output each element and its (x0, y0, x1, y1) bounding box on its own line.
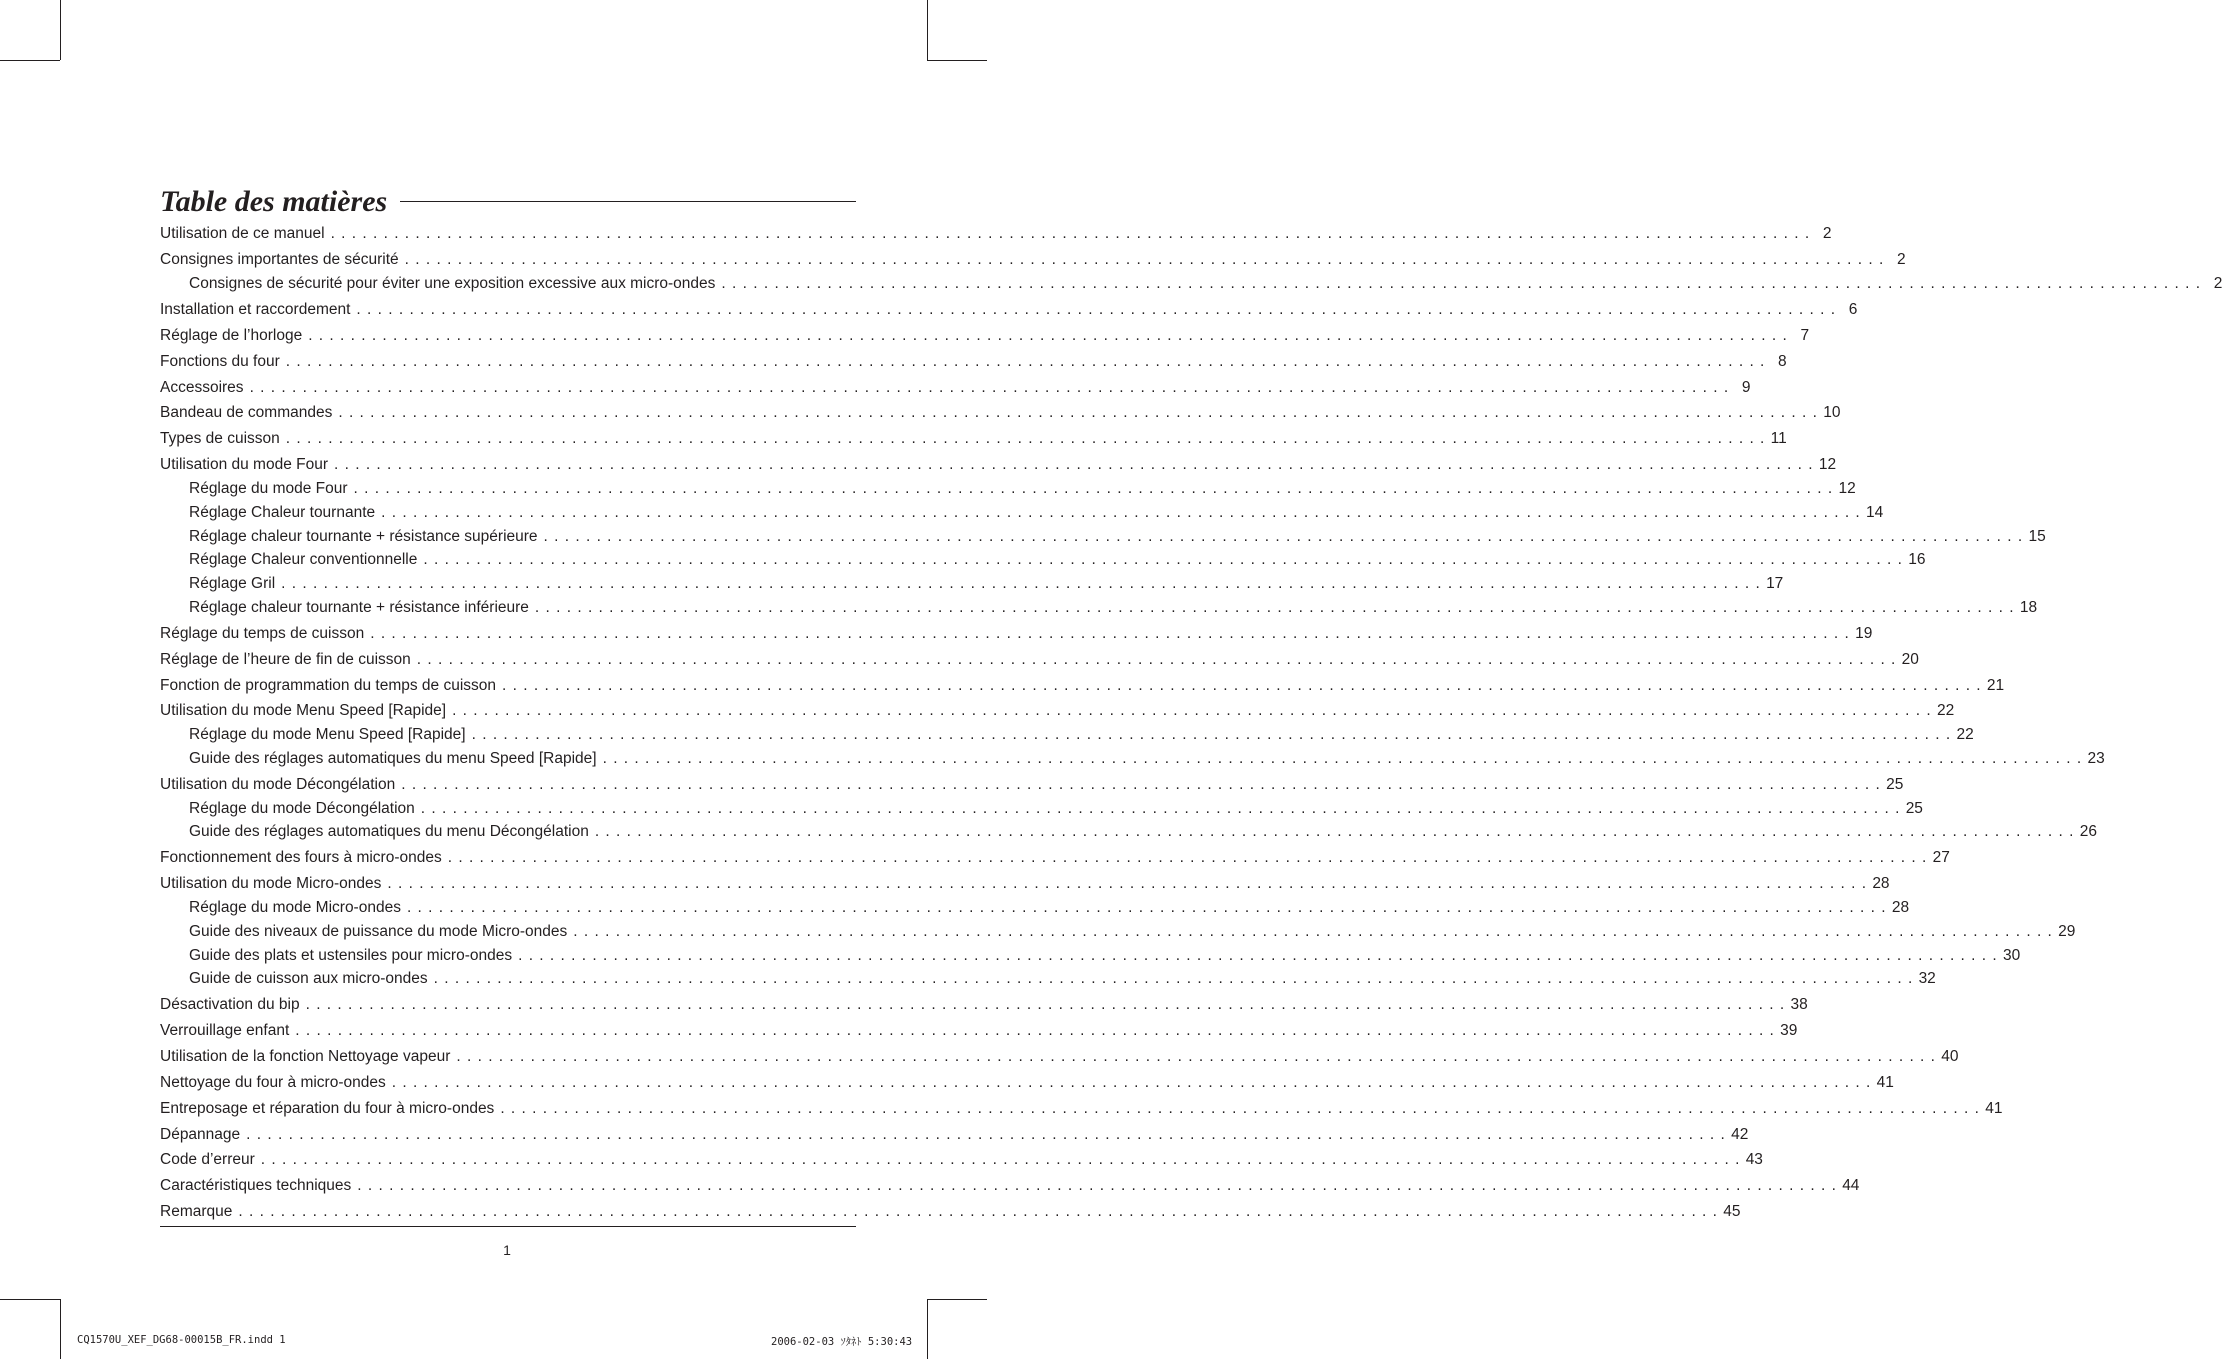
toc-entry-title: Guide des réglages automatiques du menu Décongélation (189, 823, 589, 840)
toc-entry-page: 17 (1766, 575, 1784, 592)
dot-leader: ............................................................................................................................................ (285, 353, 1771, 370)
toc-entry (160, 455, 1837, 475)
toc-entry-title: Réglage Gril (189, 575, 276, 592)
toc-entry-page: 41 (1985, 1100, 2003, 1117)
toc-entry (160, 624, 1873, 644)
toc-subentry (189, 479, 1856, 499)
toc-entry-page: 2 (1896, 251, 1906, 268)
toc-entry (160, 429, 1787, 449)
toc-subentry (189, 922, 2076, 942)
dot-leader: ............................................................................................................................................ (330, 225, 1816, 242)
toc-entry-page: 19 (1855, 625, 1873, 642)
dot-leader: ............................................................................................................................................ (401, 776, 1887, 793)
toc-entry-title: Guide des plats et ustensiles pour micro-ondes (189, 947, 513, 964)
dot-leader: ............................................................................................................................................ (260, 1151, 1746, 1168)
toc-entry-title: Fonction de programmation du temps de cuisson (160, 677, 497, 694)
toc-entry-title: Consignes importantes de sécurité (160, 251, 399, 268)
toc-entry-page: 16 (1908, 551, 1926, 568)
toc-entry-page: 8 (1778, 353, 1787, 370)
toc-entry-title: Réglage de l’heure de fin de cuisson (160, 651, 411, 668)
dot-leader: ............................................................................................................................................ (249, 379, 1735, 396)
toc-entry-page: 21 (1986, 677, 2005, 694)
toc-entry-page: 9 (1741, 379, 1751, 396)
toc-subentry (189, 598, 2038, 618)
toc-entry-title: Réglage de l’horloge (160, 327, 303, 344)
toc-entry (160, 1202, 1741, 1222)
toc-entry-title: Réglage du mode Four (189, 480, 348, 497)
dot-leader: ............................................................................................................................................ (387, 875, 1873, 892)
toc-entry-page: 32 (1918, 970, 1936, 987)
toc-entry-title: Utilisation du mode Menu Speed [Rapide] (160, 702, 447, 719)
toc-entry (160, 848, 1950, 868)
dot-leader: ............................................................................................................................................ (356, 301, 1842, 318)
toc-entry (160, 701, 1955, 721)
toc-entry-page: 10 (1823, 404, 1841, 421)
toc-entry (160, 1176, 1860, 1196)
toc-entry-page: 11 (1770, 430, 1787, 447)
toc-subentry (189, 527, 2046, 547)
toc-subentry (189, 799, 1923, 819)
dot-leader: ............................................................................................................................................ (391, 1074, 1877, 1091)
dot-leader: ............................................................................................................................................ (502, 677, 1987, 694)
toc-entry-page: 22 (1936, 702, 1955, 719)
toc-entry (160, 1073, 1894, 1093)
slug-file: CQ1570U_XEF_DG68-00015B_FR.indd 1 (77, 1334, 286, 1346)
toc-entry-title: Bandeau de commandes (160, 404, 333, 421)
toc-entry-page: 7 (1800, 327, 1810, 344)
toc-entry-title: Accessoires (160, 379, 244, 396)
toc-entry-title: Caractéristiques techniques (160, 1177, 352, 1194)
toc-entry-page: 41 (1876, 1074, 1894, 1091)
toc-entry-page: 22 (1956, 726, 1974, 743)
toc-entry-page: 43 (1745, 1151, 1763, 1168)
dot-leader: ............................................................................................................................................ (500, 1100, 1986, 1117)
toc-entry (160, 300, 1858, 320)
toc-entry-page: 28 (1891, 899, 1910, 916)
toc-entry-title: Consignes de sécurité pour éviter une exposition excessive aux micro-ondes (189, 275, 716, 292)
dot-leader: ............................................................................................................................................ (238, 1203, 1724, 1220)
toc-entry (160, 874, 1890, 894)
dot-leader: ............................................................................................................................................ (543, 528, 2029, 545)
toc-entry-page: 38 (1790, 996, 1808, 1013)
toc-entry (160, 995, 1808, 1015)
toc-entry (160, 1021, 1798, 1041)
toc-subentry (189, 725, 1974, 745)
dot-leader: ............................................................................................................................................ (721, 275, 2207, 292)
toc-entry-page: 15 (2028, 528, 2046, 545)
dot-leader: ............................................................................................................................................ (416, 651, 1902, 668)
toc-entry (160, 775, 1904, 795)
toc-entry-title: Fonctionnement des fours à micro-ondes (160, 849, 442, 866)
toc-entry (160, 1150, 1763, 1170)
toc-entry-title: Entreposage et réparation du four à micro-ondes (160, 1100, 495, 1117)
toc-entry (160, 650, 1919, 670)
toc-entry-title: Réglage Chaleur conventionnelle (189, 551, 418, 568)
toc-entry (160, 352, 1787, 372)
toc-subentry (189, 969, 1936, 989)
toc-entry (160, 403, 1841, 423)
dot-leader: ............................................................................................................................................ (281, 575, 1767, 592)
page-number: 1 (503, 1242, 511, 1258)
dot-leader: ............................................................................................................................................ (357, 1177, 1843, 1194)
page-title: Table des matières (160, 185, 388, 218)
dot-leader: ............................................................................................................................................ (381, 504, 1867, 521)
toc-entry-title: Utilisation de ce manuel (160, 225, 325, 242)
toc-entry-page: 23 (2087, 750, 2105, 767)
dot-leader: ............................................................................................................................................ (452, 702, 1937, 719)
toc-entry-title: Réglage du mode Micro-ondes (189, 899, 401, 916)
dot-leader: ............................................................................................................................................ (420, 800, 1906, 817)
toc-entry-title: Guide des niveaux de puissance du mode Micro-ondes (189, 923, 568, 940)
toc-entry-title: Remarque (160, 1203, 233, 1220)
dot-leader: ............................................................................................................................................ (471, 726, 1957, 743)
dot-leader: ............................................................................................................................................ (573, 923, 2059, 940)
dot-leader: ............................................................................................................................................ (602, 750, 2088, 767)
toc-entry-page: 20 (1901, 651, 1919, 668)
toc-entry-title: Dépannage (160, 1126, 241, 1143)
bottom-rule (160, 1226, 856, 1227)
toc-subentry (189, 574, 1784, 594)
toc-subentry (189, 749, 2105, 769)
toc-entry-title: Réglage chaleur tournante + résistance inférieure (189, 599, 529, 616)
dot-leader: ............................................................................................................................................ (295, 1022, 1781, 1039)
toc-subentry (189, 898, 1910, 918)
dot-leader: ............................................................................................................................................ (433, 970, 1919, 987)
dot-leader: ............................................................................................................................................ (406, 899, 1892, 916)
toc-subentry (189, 550, 1926, 570)
toc-subentry (189, 946, 2021, 966)
toc-entry-page: 2 (2213, 275, 2222, 292)
dot-leader: ............................................................................................................................................ (423, 551, 1909, 568)
slug-datetime: 2006-02-03 ｿﾀﾈﾄ 5:30:43 (771, 1336, 913, 1348)
toc-entry-title: Utilisation du mode Décongélation (160, 776, 396, 793)
toc-entry-title: Code d’erreur (160, 1151, 255, 1168)
dot-leader: ............................................................................................................................................ (338, 404, 1824, 421)
toc-entry-title: Réglage Chaleur tournante (189, 504, 376, 521)
toc-entry-page: 30 (2003, 947, 2021, 964)
toc-entry-page: 12 (1838, 480, 1856, 497)
toc-entry-title: Réglage du mode Décongélation (189, 800, 415, 817)
toc-entry (160, 676, 2005, 696)
toc-entry-page: 25 (1886, 776, 1904, 793)
dot-leader: ............................................................................................................................................ (447, 849, 1933, 866)
dot-leader: ............................................................................................................................................ (334, 456, 1819, 473)
toc-entry-page: 12 (1818, 456, 1837, 473)
toc-entry (160, 1047, 1959, 1067)
toc-entry-title: Guide des réglages automatiques du menu Speed [Rapide] (189, 750, 597, 767)
toc-entry-title: Installation et raccordement (160, 301, 351, 318)
toc-entry-title: Types de cuisson (160, 430, 280, 447)
toc-entry (160, 250, 1906, 270)
toc-entry-page: 29 (2058, 923, 2076, 940)
dot-leader: ............................................................................................................................................ (305, 996, 1791, 1013)
dot-leader: ............................................................................................................................................ (246, 1126, 1732, 1143)
toc-entry-page: 6 (1848, 301, 1858, 318)
dot-leader: ............................................................................................................................................ (518, 947, 2003, 964)
toc-entry-title: Utilisation du mode Micro-ondes (160, 875, 382, 892)
toc-subentry (189, 822, 2097, 842)
toc-entry-page: 25 (1905, 800, 1923, 817)
toc-entry (160, 1099, 2003, 1119)
toc-subentry (189, 274, 2222, 294)
dot-leader: ............................................................................................................................................ (308, 327, 1794, 344)
dot-leader: ............................................................................................................................................ (370, 625, 1856, 642)
toc-entry-page: 27 (1932, 849, 1950, 866)
toc-entry-page: 18 (2019, 599, 2038, 616)
toc-entry-title: Désactivation du bip (160, 996, 300, 1013)
toc-entry-page: 45 (1723, 1203, 1741, 1220)
toc-entry-page: 39 (1780, 1022, 1798, 1039)
toc-entry-page: 26 (2079, 823, 2097, 840)
dot-leader: ............................................................................................................................................ (285, 430, 1771, 447)
dot-leader: ............................................................................................................................................ (456, 1048, 1942, 1065)
toc-entry-page: 44 (1842, 1177, 1860, 1194)
toc-entry-title: Réglage du temps de cuisson (160, 625, 365, 642)
toc-entry-page: 40 (1941, 1048, 1959, 1065)
toc-entry-title: Réglage chaleur tournante + résistance supérieure (189, 528, 538, 545)
toc-entry-title: Fonctions du four (160, 353, 280, 370)
dot-leader: ............................................................................................................................................ (534, 599, 2020, 616)
toc-entry (160, 326, 1810, 346)
toc-entry (160, 224, 1832, 244)
toc-entry-title: Guide de cuisson aux micro-ondes (189, 970, 428, 987)
toc-entry-title: Réglage du mode Menu Speed [Rapide] (189, 726, 466, 743)
dot-leader: ............................................................................................................................................ (594, 823, 2080, 840)
toc-entry-title: Utilisation de la fonction Nettoyage vapeur (160, 1048, 451, 1065)
toc-subentry (189, 503, 1884, 523)
toc-entry-page: 42 (1731, 1126, 1749, 1143)
toc-entry-title: Nettoyage du four à micro-ondes (160, 1074, 386, 1091)
toc-entry-page: 2 (1822, 225, 1832, 242)
dot-leader: ............................................................................................................................................ (353, 480, 1839, 497)
toc-entry-page: 14 (1866, 504, 1884, 521)
toc-entry-title: Verrouillage enfant (160, 1022, 290, 1039)
toc-entry (160, 378, 1751, 398)
toc-entry-page: 28 (1872, 875, 1890, 892)
toc-entry-title: Utilisation du mode Four (160, 456, 328, 473)
dot-leader: ............................................................................................................................................ (404, 251, 1890, 268)
toc-entry (160, 1125, 1749, 1145)
